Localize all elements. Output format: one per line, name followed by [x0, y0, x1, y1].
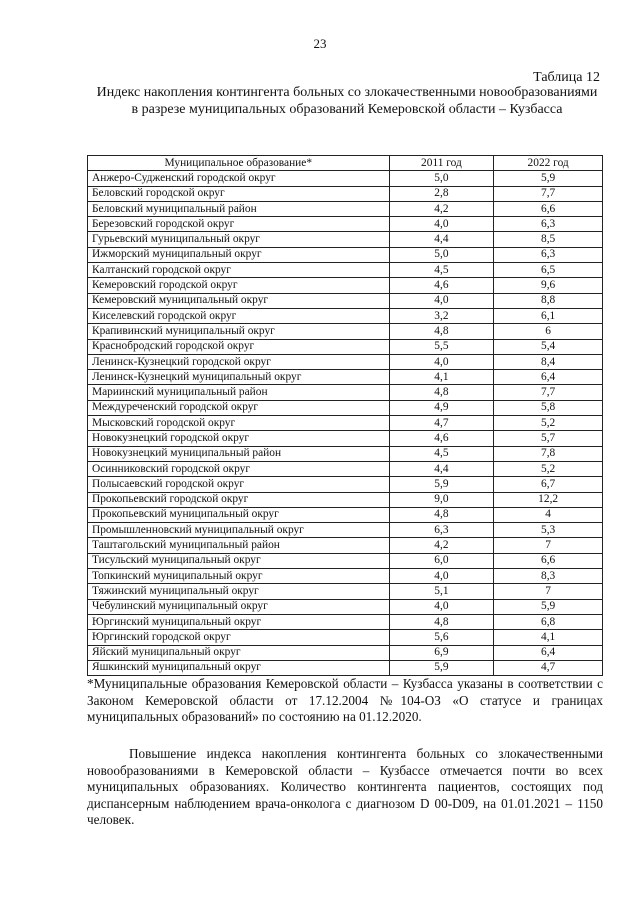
cell-2011: 6,9 — [389, 645, 494, 660]
table-row — [88, 507, 603, 522]
cell-2022: 4,1 — [494, 630, 603, 645]
cell-2022: 7,7 — [494, 385, 603, 400]
cell-municipality: Калтанский городской округ — [88, 263, 390, 278]
table-row — [88, 278, 603, 293]
table-row — [88, 614, 603, 629]
cell-2022: 6,6 — [494, 553, 603, 568]
cell-2011: 4,0 — [389, 293, 494, 308]
cell-2011: 4,8 — [389, 614, 494, 629]
body-paragraph: Повышение индекса накопления контингента больных со злокачественными новообразованиями в Кемеровской области – Кузбассе отмечается почти во всех муниципальных образованиях. Количество контингента пациентов, состоящих под диспансерным наблюдением врача-онколога с диагнозом D 00-D09, на 01.01.2021 – 1150 человек. — [87, 746, 603, 827]
cell-2011: 4,0 — [389, 217, 494, 232]
cell-2022: 5,3 — [494, 523, 603, 538]
cell-2011: 5,9 — [389, 660, 494, 675]
cell-2022: 4,7 — [494, 660, 603, 675]
table-row — [88, 217, 603, 232]
cell-municipality: Осинниковский городской округ — [88, 461, 390, 476]
cell-2011: 6,0 — [389, 553, 494, 568]
cell-2022: 12,2 — [494, 492, 603, 507]
cell-municipality: Беловский муниципальный район — [88, 201, 390, 216]
table-row — [88, 446, 603, 461]
data-table — [87, 155, 603, 676]
cell-2022: 6,3 — [494, 247, 603, 262]
cell-municipality: Ленинск-Кузнецкий муниципальный округ — [88, 370, 390, 385]
table-row — [88, 370, 603, 385]
table-row — [88, 569, 603, 584]
header-2011: 2011 год — [389, 156, 494, 171]
table-title: Индекс накопления контингента больных со злокачественными новообразованиями в разрезе муниципальных образований Кемеровской области – Кузбасса — [96, 85, 598, 117]
cell-2011: 4,6 — [389, 431, 494, 446]
cell-2011: 4,0 — [389, 599, 494, 614]
cell-2011: 4,6 — [389, 278, 494, 293]
cell-2022: 5,2 — [494, 461, 603, 476]
cell-municipality: Междуреченский городской округ — [88, 400, 390, 415]
table-row — [88, 599, 603, 614]
table-row — [88, 308, 603, 323]
table-row — [88, 400, 603, 415]
cell-municipality: Тяжинский муниципальный округ — [88, 584, 390, 599]
cell-municipality: Ижморский муниципальный округ — [88, 247, 390, 262]
cell-municipality: Полысаевский городской округ — [88, 477, 390, 492]
table-row — [88, 201, 603, 216]
cell-2011: 4,8 — [389, 324, 494, 339]
cell-2022: 5,9 — [494, 599, 603, 614]
cell-2022: 8,4 — [494, 354, 603, 369]
cell-2011: 4,2 — [389, 538, 494, 553]
cell-2011: 4,4 — [389, 461, 494, 476]
cell-2011: 4,7 — [389, 416, 494, 431]
cell-municipality: Беловский городской округ — [88, 186, 390, 201]
cell-municipality: Мариинский муниципальный район — [88, 385, 390, 400]
cell-2011: 5,5 — [389, 339, 494, 354]
cell-2011: 4,5 — [389, 263, 494, 278]
cell-2011: 4,9 — [389, 400, 494, 415]
cell-2011: 4,4 — [389, 232, 494, 247]
cell-2011: 4,8 — [389, 507, 494, 522]
cell-municipality: Березовский городской округ — [88, 217, 390, 232]
table-row — [88, 186, 603, 201]
cell-municipality: Кемеровский городской округ — [88, 278, 390, 293]
cell-municipality: Краснобродский городской округ — [88, 339, 390, 354]
table-row — [88, 171, 603, 186]
table-row — [88, 247, 603, 262]
cell-municipality: Кемеровский муниципальный округ — [88, 293, 390, 308]
table-row — [88, 385, 603, 400]
header-municipality: Муниципальное образование* — [88, 156, 390, 171]
cell-2022: 6,8 — [494, 614, 603, 629]
table-row — [88, 416, 603, 431]
cell-2022: 8,5 — [494, 232, 603, 247]
table-row — [88, 553, 603, 568]
footnote: *Муниципальные образования Кемеровской области – Кузбасса указаны в соответствии с Законом Кемеровской области от 17.12.2004 №104-ОЗ «О статусе и границах муниципальных образований» по состоянию на 01.12.2020. — [87, 676, 603, 724]
table-row — [88, 232, 603, 247]
cell-2011: 5,0 — [389, 247, 494, 262]
cell-municipality: Прокопьевский муниципальный округ — [88, 507, 390, 522]
table-row — [88, 660, 603, 675]
cell-2022: 8,3 — [494, 569, 603, 584]
table-row — [88, 584, 603, 599]
cell-2022: 6,5 — [494, 263, 603, 278]
cell-2022: 9,6 — [494, 278, 603, 293]
cell-2022: 4 — [494, 507, 603, 522]
cell-2022: 6,4 — [494, 370, 603, 385]
cell-municipality: Юргинский муниципальный округ — [88, 614, 390, 629]
cell-municipality: Яйский муниципальный округ — [88, 645, 390, 660]
cell-municipality: Гурьевский муниципальный округ — [88, 232, 390, 247]
table-row — [88, 538, 603, 553]
cell-2022: 5,2 — [494, 416, 603, 431]
cell-municipality: Анжеро-Судженский городской округ — [88, 171, 390, 186]
cell-2011: 6,3 — [389, 523, 494, 538]
table-row — [88, 461, 603, 476]
cell-2022: 5,8 — [494, 400, 603, 415]
table-row — [88, 477, 603, 492]
cell-2022: 7 — [494, 584, 603, 599]
cell-2011: 4,0 — [389, 354, 494, 369]
table-row — [88, 645, 603, 660]
cell-municipality: Юргинский городской округ — [88, 630, 390, 645]
cell-2011: 5,6 — [389, 630, 494, 645]
cell-2011: 5,9 — [389, 477, 494, 492]
cell-municipality: Таштагольский муниципальный район — [88, 538, 390, 553]
cell-2022: 7 — [494, 538, 603, 553]
cell-municipality: Киселевский городской округ — [88, 308, 390, 323]
cell-municipality: Прокопьевский городской округ — [88, 492, 390, 507]
cell-2011: 2,8 — [389, 186, 494, 201]
cell-2022: 8,8 — [494, 293, 603, 308]
cell-2022: 6 — [494, 324, 603, 339]
cell-municipality: Яшкинский муниципальный округ — [88, 660, 390, 675]
cell-2022: 7,8 — [494, 446, 603, 461]
cell-municipality: Ленинск-Кузнецкий городской округ — [88, 354, 390, 369]
table-row — [88, 630, 603, 645]
cell-2011: 4,8 — [389, 385, 494, 400]
table-row — [88, 354, 603, 369]
cell-2022: 5,7 — [494, 431, 603, 446]
cell-2011: 5,0 — [389, 171, 494, 186]
table-header-row — [88, 156, 603, 171]
cell-2022: 6,3 — [494, 217, 603, 232]
cell-2022: 6,7 — [494, 477, 603, 492]
cell-municipality: Новокузнецкий городской округ — [88, 431, 390, 446]
table-row — [88, 293, 603, 308]
cell-municipality: Крапивинский муниципальный округ — [88, 324, 390, 339]
cell-municipality: Топкинский муниципальный округ — [88, 569, 390, 584]
table-row — [88, 492, 603, 507]
table-row — [88, 339, 603, 354]
cell-2022: 7,7 — [494, 186, 603, 201]
cell-2022: 6,6 — [494, 201, 603, 216]
cell-municipality: Промышленновский муниципальный округ — [88, 523, 390, 538]
cell-2011: 3,2 — [389, 308, 494, 323]
cell-2022: 6,1 — [494, 308, 603, 323]
cell-2011: 4,1 — [389, 370, 494, 385]
cell-2011: 5,1 — [389, 584, 494, 599]
cell-2011: 4,0 — [389, 569, 494, 584]
cell-2011: 4,5 — [389, 446, 494, 461]
table-row — [88, 431, 603, 446]
table-label: Таблица 12 — [533, 70, 600, 85]
page-number: 23 — [313, 36, 327, 51]
cell-2022: 5,4 — [494, 339, 603, 354]
cell-2022: 6,4 — [494, 645, 603, 660]
header-2022: 2022 год — [494, 156, 603, 171]
table-row — [88, 324, 603, 339]
cell-municipality: Новокузнецкий муниципальный район — [88, 446, 390, 461]
cell-2011: 4,2 — [389, 201, 494, 216]
cell-municipality: Мысковский городской округ — [88, 416, 390, 431]
cell-2022: 5,9 — [494, 171, 603, 186]
cell-municipality: Чебулинский муниципальный округ — [88, 599, 390, 614]
table-row — [88, 263, 603, 278]
table-row — [88, 523, 603, 538]
cell-2011: 9,0 — [389, 492, 494, 507]
cell-municipality: Тисульский муниципальный округ — [88, 553, 390, 568]
